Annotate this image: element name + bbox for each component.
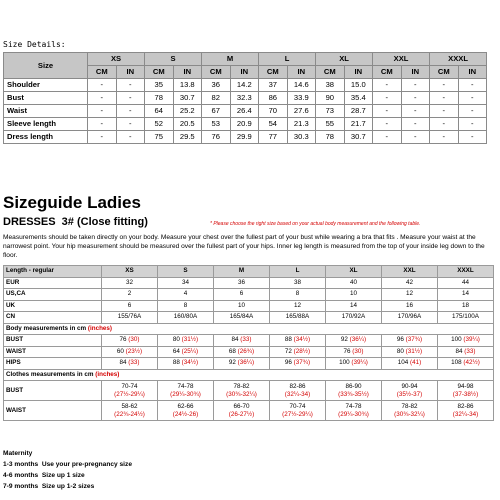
table-cell: 53 bbox=[202, 118, 231, 131]
table-cell: 165/88A bbox=[270, 312, 326, 324]
table-cell bbox=[438, 335, 494, 347]
table-cell: - bbox=[373, 118, 402, 131]
table-cell bbox=[158, 401, 214, 421]
table-cell: 20.9 bbox=[230, 118, 259, 131]
cm-value: 90-94 bbox=[401, 382, 418, 390]
maternity-title: Maternity bbox=[3, 450, 33, 457]
table-row bbox=[4, 118, 487, 131]
inch-value: (25¼) bbox=[181, 347, 199, 355]
table-cell: 6 bbox=[214, 289, 270, 301]
table-cell: 175/100A bbox=[438, 312, 494, 324]
table-cell: - bbox=[458, 131, 487, 144]
cm-value: 80 bbox=[396, 347, 404, 355]
table-cell: 35 bbox=[145, 79, 174, 92]
table-cell: 36 bbox=[202, 79, 231, 92]
cm-value: 66-70 bbox=[233, 402, 250, 410]
inch-value: (27½-29¼) bbox=[282, 410, 313, 418]
inch-value: (34½) bbox=[181, 359, 199, 367]
row-label: WAIST bbox=[4, 346, 102, 358]
cm-value: 82-86 bbox=[289, 382, 306, 390]
inch-value: (22¾-24½) bbox=[114, 410, 145, 418]
table-cell: 73 bbox=[316, 105, 345, 118]
cm-value: 70-74 bbox=[121, 382, 138, 390]
table-cell bbox=[326, 381, 382, 401]
table-cell bbox=[382, 381, 438, 401]
table-cell: 16 bbox=[382, 300, 438, 312]
cm-value: 100 bbox=[339, 359, 350, 367]
table-row bbox=[4, 105, 487, 118]
clothes-measurements-section bbox=[4, 369, 494, 381]
clothes-measurement-row bbox=[4, 381, 494, 401]
table-cell: - bbox=[430, 79, 459, 92]
clothes-measurements-section-title bbox=[4, 369, 494, 381]
table-cell: 13.8 bbox=[173, 79, 202, 92]
table-cell: 8 bbox=[270, 289, 326, 301]
size-col-header: XL bbox=[316, 53, 373, 66]
row-label: WAIST bbox=[4, 401, 102, 421]
inch-value: (42½) bbox=[463, 359, 480, 367]
section-unit: (inches) bbox=[95, 370, 120, 378]
table-cell bbox=[214, 346, 270, 358]
row-label: UK bbox=[4, 300, 102, 312]
table-cell bbox=[438, 381, 494, 401]
unit-header: CM bbox=[202, 66, 231, 79]
table-cell: 20.5 bbox=[173, 118, 202, 131]
table-cell bbox=[270, 358, 326, 370]
table-cell: 55 bbox=[316, 118, 345, 131]
size-col-header: XXL bbox=[373, 53, 430, 66]
table-cell bbox=[270, 381, 326, 401]
row-label: Shoulder bbox=[4, 79, 88, 92]
table-cell: 14.6 bbox=[287, 79, 316, 92]
cm-value: 100 bbox=[451, 336, 462, 344]
size-col-header: XXXL bbox=[430, 53, 487, 66]
table-cell: 40 bbox=[326, 277, 382, 289]
inch-value: (33¾-35½) bbox=[338, 390, 369, 398]
table-cell: 77 bbox=[259, 131, 288, 144]
body-measurements-section-title bbox=[4, 323, 494, 335]
table-cell: - bbox=[373, 105, 402, 118]
clothes-measurement-row bbox=[4, 401, 494, 421]
table-cell bbox=[382, 358, 438, 370]
inch-value: (32¼-34) bbox=[452, 410, 479, 418]
table-cell: 6 bbox=[102, 300, 158, 312]
sizeguide-title: Sizeguide Ladies bbox=[3, 193, 141, 212]
section-unit: (inches) bbox=[87, 324, 113, 332]
inch-value: (36¼) bbox=[237, 359, 255, 367]
table-cell: 8 bbox=[158, 300, 214, 312]
table-cell: 25.2 bbox=[173, 105, 202, 118]
conversion-row bbox=[4, 300, 494, 312]
row-label: CN bbox=[4, 312, 102, 324]
cm-value: 78-82 bbox=[233, 382, 250, 390]
cm-value: 82-86 bbox=[457, 402, 474, 410]
table-cell: 33.9 bbox=[287, 92, 316, 105]
table-cell: 82 bbox=[202, 92, 231, 105]
table-cell: 27.6 bbox=[287, 105, 316, 118]
cm-value: 80 bbox=[172, 336, 180, 344]
size-details-heading: Size Details: bbox=[3, 40, 66, 49]
inch-value: (26¾) bbox=[237, 347, 255, 355]
inch-value: (33) bbox=[128, 359, 140, 367]
cm-value: 74-78 bbox=[345, 402, 362, 410]
table-cell bbox=[158, 346, 214, 358]
table-cell: 30.7 bbox=[344, 131, 373, 144]
maternity-line: 4-6 months Size up 1 size bbox=[3, 472, 85, 479]
inch-value: (29¼-30¾) bbox=[170, 390, 201, 398]
table-cell: - bbox=[116, 92, 145, 105]
inch-value: (39¼) bbox=[463, 336, 480, 344]
cm-value: 68 bbox=[228, 347, 236, 355]
table-cell: - bbox=[401, 92, 430, 105]
table-cell: 76 bbox=[202, 131, 231, 144]
conversion-row bbox=[4, 312, 494, 324]
table-cell: - bbox=[373, 131, 402, 144]
table-cell bbox=[102, 358, 158, 370]
cm-value: 72 bbox=[284, 347, 292, 355]
row-label: BUST bbox=[4, 335, 102, 347]
section-title-text: Clothes measurements in cm bbox=[6, 370, 94, 378]
table-cell: 10 bbox=[326, 289, 382, 301]
size-col-header: L bbox=[259, 53, 316, 66]
cm-value: 58-62 bbox=[121, 402, 138, 410]
cm-value: 84 bbox=[119, 359, 127, 367]
inch-value: (31½) bbox=[405, 347, 423, 355]
unit-header: IN bbox=[116, 66, 145, 79]
unit-header: CM bbox=[430, 66, 459, 79]
table-cell: 54 bbox=[259, 118, 288, 131]
table-cell bbox=[382, 346, 438, 358]
table-cell bbox=[382, 401, 438, 421]
table-cell: - bbox=[430, 131, 459, 144]
cm-value: 96 bbox=[396, 336, 404, 344]
inch-value: (24½-26) bbox=[172, 410, 199, 418]
unit-header: IN bbox=[344, 66, 373, 79]
length-regular-label: Length - regular bbox=[4, 266, 102, 278]
table-cell: - bbox=[88, 92, 117, 105]
unit-header: CM bbox=[145, 66, 174, 79]
table-cell bbox=[102, 335, 158, 347]
table-cell: 36 bbox=[214, 277, 270, 289]
row-label: Bust bbox=[4, 92, 88, 105]
table-cell bbox=[270, 335, 326, 347]
cm-value: 70-74 bbox=[289, 402, 306, 410]
table-cell: - bbox=[458, 105, 487, 118]
table-cell bbox=[326, 401, 382, 421]
table-cell bbox=[438, 401, 494, 421]
inch-value: (30¾-32¼) bbox=[394, 410, 425, 418]
table-cell bbox=[214, 381, 270, 401]
table-row bbox=[4, 79, 487, 92]
inch-value: (37-38½) bbox=[452, 390, 479, 398]
table-cell bbox=[326, 346, 382, 358]
maternity-line: 1-3 months Use your pre-pregnancy size bbox=[3, 461, 132, 468]
conversion-row bbox=[4, 289, 494, 301]
unit-header: IN bbox=[287, 66, 316, 79]
table-cell: 10 bbox=[214, 300, 270, 312]
cm-value: 104 bbox=[397, 359, 409, 367]
inch-value: (36¼) bbox=[349, 336, 367, 344]
table-cell: - bbox=[116, 118, 145, 131]
body-measurement-row bbox=[4, 346, 494, 358]
unit-header: IN bbox=[230, 66, 259, 79]
row-label: US,CA bbox=[4, 289, 102, 301]
cm-value: 62-66 bbox=[177, 402, 194, 410]
table-cell: 78 bbox=[145, 92, 174, 105]
table-cell: 12 bbox=[270, 300, 326, 312]
table-cell: 42 bbox=[382, 277, 438, 289]
table-cell bbox=[214, 358, 270, 370]
table-cell: 170/92A bbox=[326, 312, 382, 324]
cm-value: 92 bbox=[228, 359, 236, 367]
unit-header: IN bbox=[458, 66, 487, 79]
row-label: Sleeve length bbox=[4, 118, 88, 131]
table-cell bbox=[102, 381, 158, 401]
table-cell: 38 bbox=[270, 277, 326, 289]
cm-value: 92 bbox=[340, 336, 348, 344]
table-cell bbox=[102, 346, 158, 358]
table-cell bbox=[158, 358, 214, 370]
inch-value: (41) bbox=[410, 359, 422, 367]
inch-value: (31½) bbox=[181, 336, 199, 344]
unit-header: IN bbox=[173, 66, 202, 79]
table-cell: 86 bbox=[259, 92, 288, 105]
maternity-line: 7-9 months Size up 1-2 sizes bbox=[3, 483, 95, 490]
inch-value: (33) bbox=[240, 336, 252, 344]
table-cell bbox=[326, 335, 382, 347]
size-col-header: XL bbox=[326, 266, 382, 278]
table-cell: 28.7 bbox=[344, 105, 373, 118]
size-note: * Please choose the right size based on your actual body measurement and the following table. bbox=[210, 221, 421, 227]
size-col-header: M bbox=[214, 266, 270, 278]
conversion-row bbox=[4, 277, 494, 289]
table-cell: 2 bbox=[102, 289, 158, 301]
table-cell: 64 bbox=[145, 105, 174, 118]
inch-value: (29¼-30¾) bbox=[338, 410, 369, 418]
table-cell: - bbox=[401, 131, 430, 144]
inch-value: (23½) bbox=[125, 347, 143, 355]
table-cell: - bbox=[373, 79, 402, 92]
cm-value: 86-90 bbox=[345, 382, 362, 390]
table-cell: 14.2 bbox=[230, 79, 259, 92]
cm-value: 64 bbox=[172, 347, 180, 355]
table-cell bbox=[158, 335, 214, 347]
table-cell: 160/80A bbox=[158, 312, 214, 324]
table-cell: - bbox=[401, 79, 430, 92]
cm-value: 60 bbox=[116, 347, 124, 355]
inch-value: (39¼) bbox=[351, 359, 368, 367]
cm-value: 88 bbox=[284, 336, 292, 344]
table-cell: 30.7 bbox=[173, 92, 202, 105]
table-cell: 26.4 bbox=[230, 105, 259, 118]
table-cell: - bbox=[458, 79, 487, 92]
table-cell: - bbox=[116, 131, 145, 144]
table-cell: 78 bbox=[316, 131, 345, 144]
table-cell bbox=[270, 346, 326, 358]
table-cell: 37 bbox=[259, 79, 288, 92]
row-label: Dress length bbox=[4, 131, 88, 144]
table-cell: 90 bbox=[316, 92, 345, 105]
table-cell: 21.7 bbox=[344, 118, 373, 131]
table-cell bbox=[158, 381, 214, 401]
cm-value: 78-82 bbox=[401, 402, 418, 410]
table-cell: - bbox=[458, 118, 487, 131]
row-label: BUST bbox=[4, 381, 102, 401]
cm-value: 88 bbox=[172, 359, 180, 367]
size-col-header: XS bbox=[102, 266, 158, 278]
table-cell: - bbox=[430, 92, 459, 105]
table-cell: 70 bbox=[259, 105, 288, 118]
table-cell: - bbox=[88, 118, 117, 131]
table-cell: - bbox=[88, 131, 117, 144]
cm-value: 74-78 bbox=[177, 382, 194, 390]
inch-value: (30) bbox=[352, 347, 364, 355]
table-cell bbox=[214, 335, 270, 347]
size-col-header: XS bbox=[88, 53, 145, 66]
table-row bbox=[4, 92, 487, 105]
size-guide-table bbox=[3, 265, 494, 421]
size-col-header: M bbox=[202, 53, 259, 66]
unit-header: CM bbox=[316, 66, 345, 79]
table-cell bbox=[102, 401, 158, 421]
table-cell: - bbox=[401, 105, 430, 118]
inch-value: (26-27½) bbox=[228, 410, 255, 418]
table-cell: 75 bbox=[145, 131, 174, 144]
table-cell: 14 bbox=[326, 300, 382, 312]
body-measurement-row bbox=[4, 358, 494, 370]
cm-value: 96 bbox=[284, 359, 292, 367]
table-cell: 34 bbox=[158, 277, 214, 289]
table-cell: - bbox=[116, 105, 145, 118]
table-cell: 29.5 bbox=[173, 131, 202, 144]
size-header-row bbox=[4, 266, 494, 278]
table-cell: 67 bbox=[202, 105, 231, 118]
inch-value: (35½-37) bbox=[396, 390, 423, 398]
body-measurement-row bbox=[4, 335, 494, 347]
row-label: HIPS bbox=[4, 358, 102, 370]
table-cell bbox=[438, 358, 494, 370]
table-cell: 32.3 bbox=[230, 92, 259, 105]
body-measurements-section bbox=[4, 323, 494, 335]
size-col-header: L bbox=[270, 266, 326, 278]
table-row bbox=[4, 131, 487, 144]
table-cell: 18 bbox=[438, 300, 494, 312]
inch-value: (37¾) bbox=[293, 359, 311, 367]
unit-header: CM bbox=[373, 66, 402, 79]
table-cell: - bbox=[88, 105, 117, 118]
table-cell bbox=[326, 358, 382, 370]
inch-value: (37¾) bbox=[405, 336, 423, 344]
table-cell: 38 bbox=[316, 79, 345, 92]
table-cell: 32 bbox=[102, 277, 158, 289]
table-cell: 44 bbox=[438, 277, 494, 289]
inch-value: (30) bbox=[128, 336, 140, 344]
table-cell: 30.3 bbox=[287, 131, 316, 144]
table-cell: 4 bbox=[158, 289, 214, 301]
measurement-instructions: Measurements should be taken directly on your body. Measure your chest over the fullest part of your bust while wearing a bra that fits . Measure your waist at the narrowest point. Your hip measurement should be measured over the fullest part of your hips. Inner leg length is measured from the top of your inside leg down to the floor. bbox=[3, 234, 485, 259]
table-cell bbox=[214, 401, 270, 421]
inch-value: (33) bbox=[464, 347, 476, 355]
cm-value: 76 bbox=[119, 336, 127, 344]
dresses-subtitle: DRESSES 3# (Close fitting) bbox=[3, 216, 148, 228]
section-title-text: Body measurements in cm bbox=[6, 324, 87, 332]
cm-value: 94-98 bbox=[457, 382, 474, 390]
table-cell: 165/84A bbox=[214, 312, 270, 324]
size-col-header: XXL bbox=[382, 266, 438, 278]
table-cell: 52 bbox=[145, 118, 174, 131]
inch-value: (30¾-32¼) bbox=[226, 390, 257, 398]
table-cell: - bbox=[373, 92, 402, 105]
inch-value: (34½) bbox=[293, 336, 311, 344]
table-cell: 14 bbox=[438, 289, 494, 301]
size-header-row bbox=[4, 53, 487, 66]
size-details-table bbox=[3, 52, 487, 144]
cm-value: 84 bbox=[455, 347, 463, 355]
unit-header: CM bbox=[88, 66, 117, 79]
table-cell bbox=[438, 346, 494, 358]
table-cell bbox=[270, 401, 326, 421]
table-cell: 12 bbox=[382, 289, 438, 301]
table-cell: 170/96A bbox=[382, 312, 438, 324]
table-cell: 15.0 bbox=[344, 79, 373, 92]
inch-value: (27½-29¼) bbox=[114, 390, 145, 398]
cm-value: 76 bbox=[343, 347, 351, 355]
table-cell: - bbox=[88, 79, 117, 92]
unit-header: CM bbox=[259, 66, 288, 79]
unit-header: IN bbox=[401, 66, 430, 79]
table-cell: 29.9 bbox=[230, 131, 259, 144]
size-col-header: XXXL bbox=[438, 266, 494, 278]
table-cell: - bbox=[430, 118, 459, 131]
table-cell: 35.4 bbox=[344, 92, 373, 105]
table-cell: - bbox=[458, 92, 487, 105]
inch-value: (32¼-34) bbox=[284, 390, 311, 398]
table-cell: - bbox=[430, 105, 459, 118]
cm-value: 108 bbox=[451, 359, 462, 367]
table-cell bbox=[382, 335, 438, 347]
row-label: Waist bbox=[4, 105, 88, 118]
cm-value: 84 bbox=[231, 336, 239, 344]
table-cell: - bbox=[401, 118, 430, 131]
inch-value: (28½) bbox=[293, 347, 311, 355]
table-cell: - bbox=[116, 79, 145, 92]
size-col-header: S bbox=[158, 266, 214, 278]
size-col-header: S bbox=[145, 53, 202, 66]
row-label: EUR bbox=[4, 277, 102, 289]
maternity-block bbox=[3, 448, 132, 492]
table-cell: 21.3 bbox=[287, 118, 316, 131]
size-label: Size bbox=[4, 53, 88, 79]
table-cell: 155/76A bbox=[102, 312, 158, 324]
